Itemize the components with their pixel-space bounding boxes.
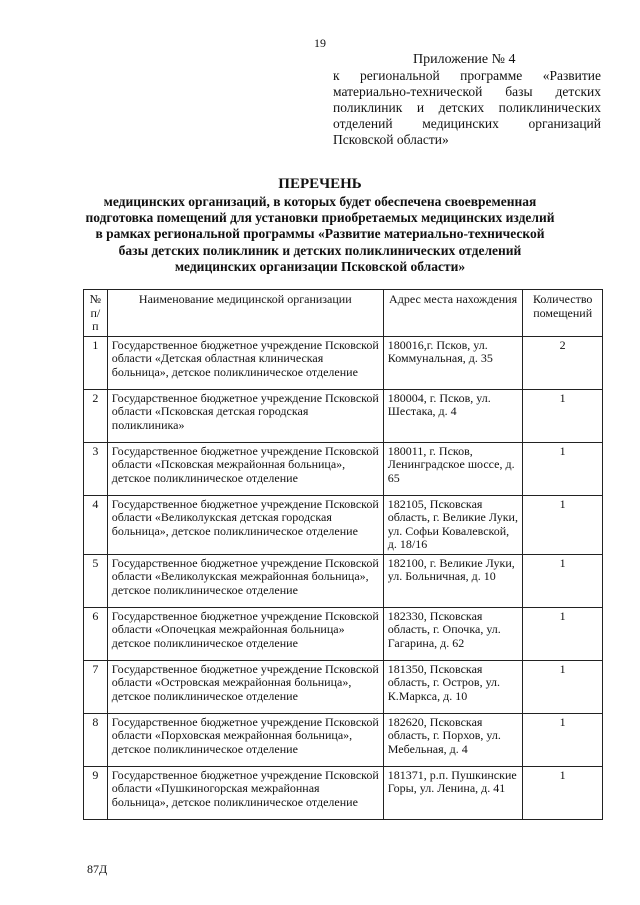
row-num: 7 — [84, 660, 108, 713]
row-name: Государственное бюджетное учреждение Псковской области «Порховская межрайонная больница», детское поликлиническое отделение — [107, 713, 383, 766]
row-address: 181371, р.п. Пушкинские Горы, ул. Ленина, д. 41 — [383, 766, 523, 819]
row-address: 182330, Псковская область, г. Опочка, ул. Гагарина, д. 62 — [383, 607, 523, 660]
table-row — [84, 495, 603, 554]
row-count: 1 — [523, 442, 603, 495]
table-row — [84, 389, 603, 442]
organizations-table — [83, 289, 603, 820]
page-number: 19 — [314, 36, 326, 50]
table-row — [84, 607, 603, 660]
row-count: 1 — [523, 389, 603, 442]
row-count: 1 — [523, 660, 603, 713]
table-row — [84, 713, 603, 766]
footer-mark: 87Д — [87, 862, 108, 876]
row-name: Государственное бюджетное учреждение Псковской области «Детская областная клиническая больница», детское поликлиническое отделение — [107, 336, 383, 389]
header-num: № п/п — [84, 290, 108, 337]
row-num: 2 — [84, 389, 108, 442]
row-num: 8 — [84, 713, 108, 766]
header-name: Наименование медицинской организации — [107, 290, 383, 337]
row-num: 1 — [84, 336, 108, 389]
row-count: 1 — [523, 495, 603, 554]
row-address: 182620, Псковская область, г. Порхов, ул. Мебельная, д. 4 — [383, 713, 523, 766]
row-count: 1 — [523, 607, 603, 660]
row-name: Государственное бюджетное учреждение Псковской области «Псковская межрайонная больница», детское поликлиническое отделение — [107, 442, 383, 495]
table-row — [84, 554, 603, 607]
row-address: 181350, Псковская область, г. Остров, ул. К.Маркса, д. 10 — [383, 660, 523, 713]
table-row — [84, 442, 603, 495]
appendix-heading: Приложение № 4 — [413, 52, 516, 67]
row-name: Государственное бюджетное учреждение Псковской области «Великолукская детская городская больница», детское поликлиническое отделение — [107, 495, 383, 554]
row-name: Государственное бюджетное учреждение Псковской области «Опочецкая межрайонная больница» детское поликлиническое отделение — [107, 607, 383, 660]
header-address: Адрес места нахождения — [383, 290, 523, 337]
row-num: 4 — [84, 495, 108, 554]
row-address: 182105, Псковская область, г. Великие Луки, ул. Софьи Ковалевской, д. 18/16 — [383, 495, 523, 554]
row-address: 180011, г. Псков, Ленинградское шоссе, д. 65 — [383, 442, 523, 495]
row-name: Государственное бюджетное учреждение Псковской области «Островская межрайонная больница», детское поликлиническое отделение — [107, 660, 383, 713]
row-name: Государственное бюджетное учреждение Псковской области «Пушкиногорская межрайонная больница», детское поликлиническое отделение — [107, 766, 383, 819]
row-num: 9 — [84, 766, 108, 819]
header-count: Количество помещений — [523, 290, 603, 337]
row-count: 1 — [523, 554, 603, 607]
row-address: 180016,г. Псков, ул. Коммунальная, д. 35 — [383, 336, 523, 389]
appendix-block — [333, 52, 601, 148]
row-count: 1 — [523, 713, 603, 766]
row-name: Государственное бюджетное учреждение Псковской области «Псковская детская городская поликлиника» — [107, 389, 383, 442]
row-count: 2 — [523, 336, 603, 389]
row-num: 5 — [84, 554, 108, 607]
row-count: 1 — [523, 766, 603, 819]
row-num: 6 — [84, 607, 108, 660]
document-subtitle: медицинских организаций, в которых будет обеспечена своевременная подготовка помещений для установки приобретаемых медицинских изделий в рамках региональной программы «Развитие материально-технической базы детских поликлиник и детских поликлинических отделений медицинских организации Псковской области» — [85, 194, 555, 274]
table-header-row — [84, 290, 603, 337]
appendix-text: к региональной программе «Развитие материально-технической базы детских поликлиник и детских поликлинических отделений медицинских организаций Псковской области» — [333, 68, 601, 147]
table-row — [84, 660, 603, 713]
table-row — [84, 336, 603, 389]
row-name: Государственное бюджетное учреждение Псковской области «Великолукская межрайонная больница», детское поликлиническое отделение — [107, 554, 383, 607]
row-address: 182100, г. Великие Луки, ул. Больничная, д. 10 — [383, 554, 523, 607]
row-num: 3 — [84, 442, 108, 495]
document-title: ПЕРЕЧЕНЬ — [278, 176, 362, 192]
row-address: 180004, г. Псков, ул. Шестака, д. 4 — [383, 389, 523, 442]
table-row — [84, 766, 603, 819]
